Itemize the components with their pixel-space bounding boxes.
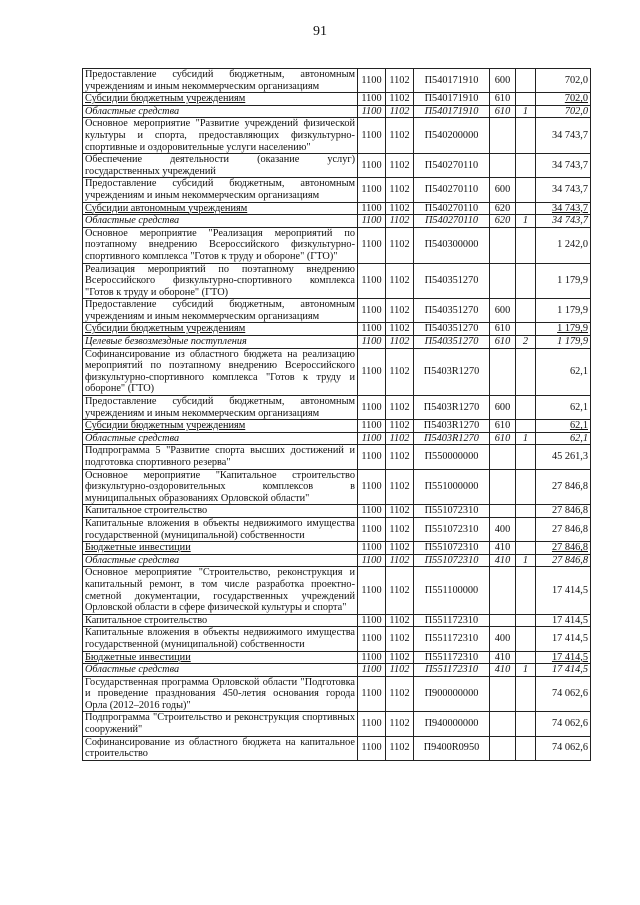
funding-source-cell xyxy=(516,736,536,760)
subsection-code-cell: 1102 xyxy=(386,676,414,712)
amount-cell: 17 414,5 xyxy=(536,627,591,651)
expense-type-cell xyxy=(490,712,516,736)
table-row xyxy=(83,118,591,154)
expense-type-cell xyxy=(490,118,516,154)
row-name-cell: Предоставление субсидий бюджетным, автономным учреждениям и иным некоммерческим организациям xyxy=(83,396,358,420)
subsection-code-cell: 1102 xyxy=(386,178,414,202)
funding-source-cell xyxy=(516,118,536,154)
table-row xyxy=(83,336,591,349)
row-name-cell: Субсидии автономным учреждениям xyxy=(83,202,358,215)
subsection-code-cell: 1102 xyxy=(386,542,414,555)
amount-cell: 1 179,9 xyxy=(536,263,591,299)
table-row xyxy=(83,202,591,215)
section-code-cell: 1100 xyxy=(358,712,386,736)
subsection-code-cell: 1102 xyxy=(386,554,414,567)
amount-cell: 62,1 xyxy=(536,432,591,445)
target-article-cell: П900000000 xyxy=(414,676,490,712)
page-number: 91 xyxy=(313,24,327,39)
section-code-cell: 1100 xyxy=(358,517,386,541)
section-code-cell: 1100 xyxy=(358,542,386,555)
target-article-cell: П540351270 xyxy=(414,323,490,336)
funding-source-cell xyxy=(516,178,536,202)
target-article-cell: П551172310 xyxy=(414,627,490,651)
amount-cell: 27 846,8 xyxy=(536,554,591,567)
funding-source-cell xyxy=(516,348,536,395)
expense-type-cell: 610 xyxy=(490,93,516,106)
amount-cell: 1 179,9 xyxy=(536,323,591,336)
row-name-cell: Капитальное строительство xyxy=(83,505,358,518)
funding-source-cell: 1 xyxy=(516,432,536,445)
table-row xyxy=(83,614,591,627)
amount-cell: 17 414,5 xyxy=(536,614,591,627)
section-code-cell: 1100 xyxy=(358,469,386,505)
table-row xyxy=(83,396,591,420)
expense-type-cell: 600 xyxy=(490,69,516,93)
funding-source-cell xyxy=(516,651,536,664)
table-row xyxy=(83,736,591,760)
subsection-code-cell: 1102 xyxy=(386,69,414,93)
amount-cell: 702,0 xyxy=(536,69,591,93)
target-article-cell: П5403R1270 xyxy=(414,420,490,433)
section-code-cell: 1100 xyxy=(358,420,386,433)
subsection-code-cell: 1102 xyxy=(386,736,414,760)
target-article-cell: П5403R1270 xyxy=(414,432,490,445)
row-name-cell: Целевые безвозмездные поступления xyxy=(83,336,358,349)
funding-source-cell: 1 xyxy=(516,664,536,677)
funding-source-cell xyxy=(516,93,536,106)
subsection-code-cell: 1102 xyxy=(386,323,414,336)
row-name-cell: Областные средства xyxy=(83,215,358,228)
funding-source-cell xyxy=(516,323,536,336)
funding-source-cell xyxy=(516,614,536,627)
expense-type-cell xyxy=(490,567,516,614)
expense-type-cell xyxy=(490,676,516,712)
row-name-cell: Областные средства xyxy=(83,664,358,677)
funding-source-cell: 2 xyxy=(516,336,536,349)
expense-type-cell: 600 xyxy=(490,396,516,420)
target-article-cell: П551000000 xyxy=(414,469,490,505)
funding-source-cell xyxy=(516,445,536,469)
expense-type-cell xyxy=(490,445,516,469)
funding-source-cell xyxy=(516,299,536,323)
target-article-cell: П540270110 xyxy=(414,202,490,215)
section-code-cell: 1100 xyxy=(358,69,386,93)
table-row xyxy=(83,299,591,323)
subsection-code-cell: 1102 xyxy=(386,263,414,299)
row-name-cell: Субсидии бюджетным учреждениям xyxy=(83,323,358,336)
section-code-cell: 1100 xyxy=(358,227,386,263)
subsection-code-cell: 1102 xyxy=(386,517,414,541)
expense-type-cell xyxy=(490,227,516,263)
funding-source-cell xyxy=(516,396,536,420)
row-name-cell: Областные средства xyxy=(83,554,358,567)
target-article-cell: П5403R1270 xyxy=(414,348,490,395)
row-name-cell: Капитальные вложения в объекты недвижимого имущества государственной (муниципальной) собственности xyxy=(83,627,358,651)
target-article-cell: П551072310 xyxy=(414,505,490,518)
amount-cell: 74 062,6 xyxy=(536,736,591,760)
amount-cell: 34 743,7 xyxy=(536,154,591,178)
row-name-cell: Предоставление субсидий бюджетным, автономным учреждениям и иным некоммерческим организациям xyxy=(83,299,358,323)
expense-type-cell: 600 xyxy=(490,178,516,202)
subsection-code-cell: 1102 xyxy=(386,420,414,433)
funding-source-cell xyxy=(516,69,536,93)
expense-type-cell: 410 xyxy=(490,664,516,677)
section-code-cell: 1100 xyxy=(358,614,386,627)
target-article-cell: П551100000 xyxy=(414,567,490,614)
funding-source-cell xyxy=(516,567,536,614)
section-code-cell: 1100 xyxy=(358,736,386,760)
section-code-cell: 1100 xyxy=(358,178,386,202)
budget-table-body xyxy=(83,69,591,761)
table-row xyxy=(83,651,591,664)
section-code-cell: 1100 xyxy=(358,627,386,651)
funding-source-cell xyxy=(516,517,536,541)
amount-cell: 62,1 xyxy=(536,396,591,420)
section-code-cell: 1100 xyxy=(358,651,386,664)
subsection-code-cell: 1102 xyxy=(386,614,414,627)
section-code-cell: 1100 xyxy=(358,154,386,178)
subsection-code-cell: 1102 xyxy=(386,215,414,228)
target-article-cell: П9400R0950 xyxy=(414,736,490,760)
target-article-cell: П550000000 xyxy=(414,445,490,469)
table-row xyxy=(83,348,591,395)
table-row xyxy=(83,542,591,555)
row-name-cell: Государственная программа Орловской области "Подготовка и проведение празднования 450-летия основания города Орла (2012–2016 годы)" xyxy=(83,676,358,712)
funding-source-cell xyxy=(516,263,536,299)
expense-type-cell: 410 xyxy=(490,554,516,567)
row-name-cell: Обеспечение деятельности (оказание услуг) государственных учреждений xyxy=(83,154,358,178)
expense-type-cell: 620 xyxy=(490,202,516,215)
expense-type-cell: 610 xyxy=(490,323,516,336)
funding-source-cell xyxy=(516,420,536,433)
table-row xyxy=(83,676,591,712)
table-row xyxy=(83,432,591,445)
subsection-code-cell: 1102 xyxy=(386,664,414,677)
amount-cell: 17 414,5 xyxy=(536,664,591,677)
funding-source-cell xyxy=(516,202,536,215)
subsection-code-cell: 1102 xyxy=(386,154,414,178)
expense-type-cell: 600 xyxy=(490,299,516,323)
amount-cell: 34 743,7 xyxy=(536,202,591,215)
expense-type-cell xyxy=(490,614,516,627)
amount-cell: 27 846,8 xyxy=(536,517,591,541)
table-row xyxy=(83,567,591,614)
expense-type-cell xyxy=(490,469,516,505)
amount-cell: 34 743,7 xyxy=(536,118,591,154)
amount-cell: 702,0 xyxy=(536,105,591,118)
target-article-cell: П551172310 xyxy=(414,651,490,664)
row-name-cell: Субсидии бюджетным учреждениям xyxy=(83,420,358,433)
expense-type-cell: 410 xyxy=(490,542,516,555)
row-name-cell: Подпрограмма "Строительство и реконструкция спортивных сооружений" xyxy=(83,712,358,736)
row-name-cell: Предоставление субсидий бюджетным, автономным учреждениям и иным некоммерческим организациям xyxy=(83,178,358,202)
target-article-cell: П551172310 xyxy=(414,614,490,627)
target-article-cell: П540270110 xyxy=(414,154,490,178)
target-article-cell: П540270110 xyxy=(414,178,490,202)
amount-cell: 1 179,9 xyxy=(536,299,591,323)
funding-source-cell: 1 xyxy=(516,105,536,118)
target-article-cell: П540171910 xyxy=(414,69,490,93)
table-row xyxy=(83,505,591,518)
subsection-code-cell: 1102 xyxy=(386,627,414,651)
section-code-cell: 1100 xyxy=(358,105,386,118)
row-name-cell: Областные средства xyxy=(83,105,358,118)
amount-cell: 74 062,6 xyxy=(536,712,591,736)
expense-type-cell: 400 xyxy=(490,517,516,541)
row-name-cell: Бюджетные инвестиции xyxy=(83,542,358,555)
funding-source-cell xyxy=(516,712,536,736)
subsection-code-cell: 1102 xyxy=(386,396,414,420)
amount-cell: 17 414,5 xyxy=(536,651,591,664)
table-row xyxy=(83,420,591,433)
section-code-cell: 1100 xyxy=(358,505,386,518)
target-article-cell: П551072310 xyxy=(414,517,490,541)
amount-cell: 1 242,0 xyxy=(536,227,591,263)
funding-source-cell xyxy=(516,676,536,712)
section-code-cell: 1100 xyxy=(358,336,386,349)
expense-type-cell: 610 xyxy=(490,105,516,118)
expense-type-cell xyxy=(490,263,516,299)
expense-type-cell xyxy=(490,736,516,760)
row-name-cell: Основное мероприятие "Строительство, реконструкция и капитальный ремонт, в том числе разработка проектно-сметной документации, государственных учреждений Орловской области в сфере физической культуры и спорта" xyxy=(83,567,358,614)
table-row xyxy=(83,517,591,541)
subsection-code-cell: 1102 xyxy=(386,118,414,154)
funding-source-cell xyxy=(516,542,536,555)
row-name-cell: Капитальное строительство xyxy=(83,614,358,627)
subsection-code-cell: 1102 xyxy=(386,651,414,664)
table-row xyxy=(83,93,591,106)
table-row xyxy=(83,154,591,178)
table-row xyxy=(83,215,591,228)
subsection-code-cell: 1102 xyxy=(386,202,414,215)
row-name-cell: Софинансирование из областного бюджета на реализацию мероприятий по поэтапному внедрению Всероссийского физкультурно-спортивного комплекса "Готов к труду и обороне" (ГТО) xyxy=(83,348,358,395)
amount-cell: 702,0 xyxy=(536,93,591,106)
amount-cell: 27 846,8 xyxy=(536,542,591,555)
target-article-cell: П540270110 xyxy=(414,215,490,228)
subsection-code-cell: 1102 xyxy=(386,105,414,118)
subsection-code-cell: 1102 xyxy=(386,227,414,263)
section-code-cell: 1100 xyxy=(358,215,386,228)
funding-source-cell xyxy=(516,505,536,518)
funding-source-cell: 1 xyxy=(516,554,536,567)
subsection-code-cell: 1102 xyxy=(386,469,414,505)
row-name-cell: Софинансирование из областного бюджета на капитальное строительство xyxy=(83,736,358,760)
section-code-cell: 1100 xyxy=(358,396,386,420)
table-row xyxy=(83,105,591,118)
expense-type-cell: 410 xyxy=(490,651,516,664)
amount-cell: 27 846,8 xyxy=(536,505,591,518)
expense-type-cell xyxy=(490,348,516,395)
funding-source-cell xyxy=(516,469,536,505)
amount-cell: 62,1 xyxy=(536,420,591,433)
section-code-cell: 1100 xyxy=(358,348,386,395)
subsection-code-cell: 1102 xyxy=(386,336,414,349)
table-row xyxy=(83,554,591,567)
section-code-cell: 1100 xyxy=(358,676,386,712)
table-row xyxy=(83,69,591,93)
table-row xyxy=(83,323,591,336)
expense-type-cell: 620 xyxy=(490,215,516,228)
funding-source-cell xyxy=(516,154,536,178)
target-article-cell: П540171910 xyxy=(414,105,490,118)
subsection-code-cell: 1102 xyxy=(386,505,414,518)
row-name-cell: Областные средства xyxy=(83,432,358,445)
expense-type-cell: 610 xyxy=(490,336,516,349)
target-article-cell: П5403R1270 xyxy=(414,396,490,420)
table-row xyxy=(83,712,591,736)
table-row xyxy=(83,445,591,469)
section-code-cell: 1100 xyxy=(358,202,386,215)
expense-type-cell xyxy=(490,505,516,518)
target-article-cell: П540351270 xyxy=(414,299,490,323)
row-name-cell: Реализация мероприятий по поэтапному внедрению Всероссийского физкультурно-спортивного комплекса "Готов к труду и обороне" (ГТО) xyxy=(83,263,358,299)
subsection-code-cell: 1102 xyxy=(386,432,414,445)
target-article-cell: П940000000 xyxy=(414,712,490,736)
table-row xyxy=(83,627,591,651)
row-name-cell: Предоставление субсидий бюджетным, автономным учреждениям и иным некоммерческим организациям xyxy=(83,69,358,93)
subsection-code-cell: 1102 xyxy=(386,299,414,323)
amount-cell: 62,1 xyxy=(536,348,591,395)
amount-cell: 45 261,3 xyxy=(536,445,591,469)
amount-cell: 27 846,8 xyxy=(536,469,591,505)
target-article-cell: П551172310 xyxy=(414,664,490,677)
target-article-cell: П551072310 xyxy=(414,554,490,567)
amount-cell: 1 179,9 xyxy=(536,336,591,349)
expense-type-cell: 610 xyxy=(490,432,516,445)
subsection-code-cell: 1102 xyxy=(386,93,414,106)
row-name-cell: Основное мероприятие "Реализация мероприятий по поэтапному внедрению Всероссийского физкультурно-спортивного комплекса "Готов к труду и обороне" (ГТО)" xyxy=(83,227,358,263)
funding-source-cell: 1 xyxy=(516,215,536,228)
table-row xyxy=(83,178,591,202)
section-code-cell: 1100 xyxy=(358,567,386,614)
row-name-cell: Капитальные вложения в объекты недвижимого имущества государственной (муниципальной) собственности xyxy=(83,517,358,541)
target-article-cell: П551072310 xyxy=(414,542,490,555)
table-row xyxy=(83,263,591,299)
table-row xyxy=(83,227,591,263)
row-name-cell: Субсидии бюджетным учреждениям xyxy=(83,93,358,106)
table-row xyxy=(83,664,591,677)
amount-cell: 74 062,6 xyxy=(536,676,591,712)
section-code-cell: 1100 xyxy=(358,299,386,323)
table-row xyxy=(83,469,591,505)
row-name-cell: Основное мероприятие "Капитальное строительство физкультурно-оздоровительных комплексов в муниципальных образованиях Орловской области" xyxy=(83,469,358,505)
expense-type-cell xyxy=(490,154,516,178)
subsection-code-cell: 1102 xyxy=(386,712,414,736)
section-code-cell: 1100 xyxy=(358,118,386,154)
amount-cell: 34 743,7 xyxy=(536,178,591,202)
row-name-cell: Бюджетные инвестиции xyxy=(83,651,358,664)
section-code-cell: 1100 xyxy=(358,445,386,469)
expense-type-cell: 610 xyxy=(490,420,516,433)
target-article-cell: П540351270 xyxy=(414,263,490,299)
subsection-code-cell: 1102 xyxy=(386,567,414,614)
amount-cell: 17 414,5 xyxy=(536,567,591,614)
funding-source-cell xyxy=(516,627,536,651)
funding-source-cell xyxy=(516,227,536,263)
section-code-cell: 1100 xyxy=(358,432,386,445)
section-code-cell: 1100 xyxy=(358,323,386,336)
subsection-code-cell: 1102 xyxy=(386,445,414,469)
subsection-code-cell: 1102 xyxy=(386,348,414,395)
target-article-cell: П540200000 xyxy=(414,118,490,154)
row-name-cell: Основное мероприятие "Развитие учреждений физической культуры и спорта, предоставляющих физкультурно-спортивные и оздоровительные услуги населению" xyxy=(83,118,358,154)
target-article-cell: П540171910 xyxy=(414,93,490,106)
expense-type-cell: 400 xyxy=(490,627,516,651)
target-article-cell: П540300000 xyxy=(414,227,490,263)
amount-cell: 34 743,7 xyxy=(536,215,591,228)
section-code-cell: 1100 xyxy=(358,664,386,677)
section-code-cell: 1100 xyxy=(358,263,386,299)
row-name-cell: Подпрограмма 5 "Развитие спорта высших достижений и подготовка спортивного резерва" xyxy=(83,445,358,469)
budget-table xyxy=(82,68,591,761)
target-article-cell: П540351270 xyxy=(414,336,490,349)
section-code-cell: 1100 xyxy=(358,554,386,567)
section-code-cell: 1100 xyxy=(358,93,386,106)
